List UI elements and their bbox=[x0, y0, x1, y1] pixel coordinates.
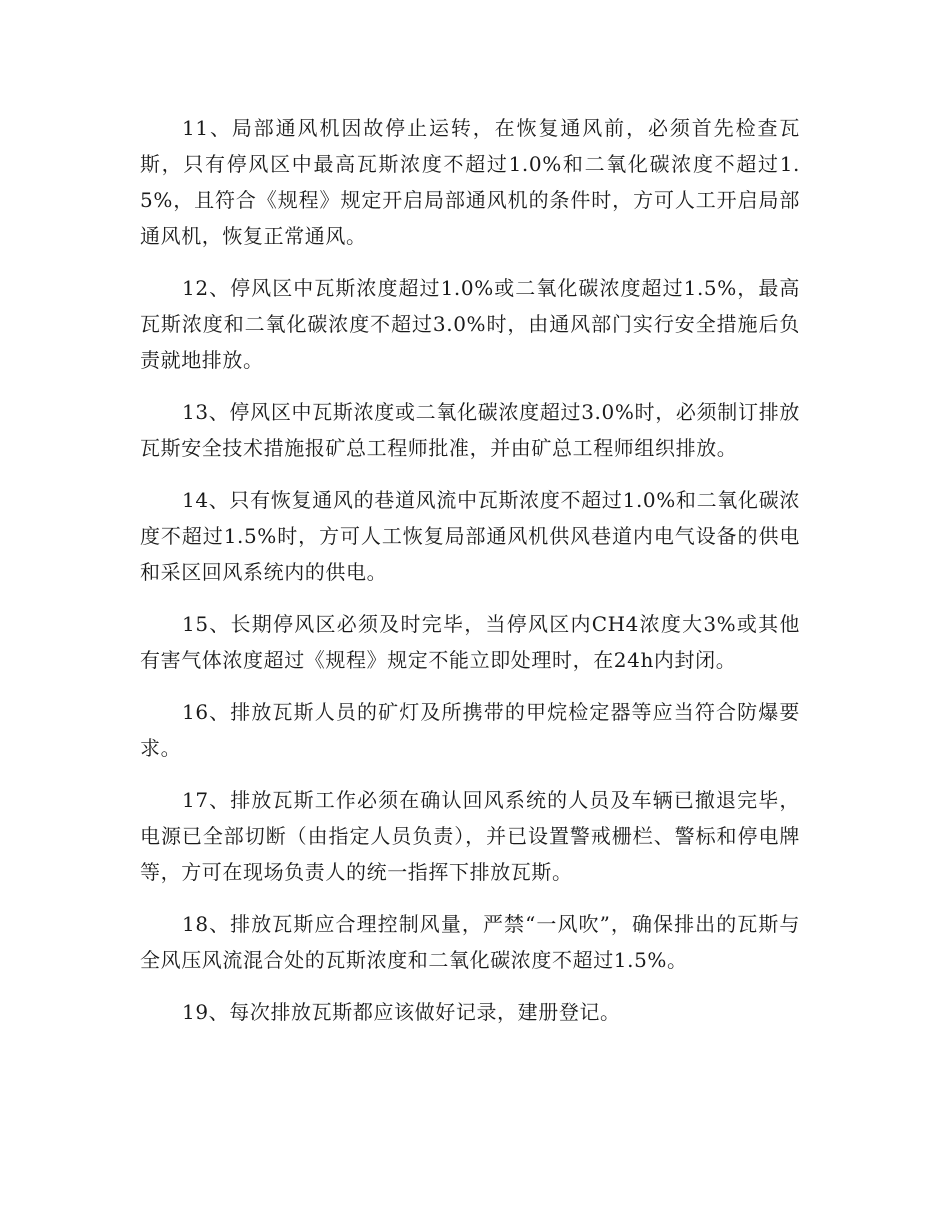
paragraph-17: 17、排放瓦斯工作必须在确认回风系统的人员及车辆已撤退完毕，电源已全部切断（由指定人员负责），并已设置警戒栅栏、警标和停电牌等，方可在现场负责人的统一指挥下排放瓦斯。 bbox=[140, 788, 800, 884]
paragraph-16: 16、排放瓦斯人员的矿灯及所携带的甲烷检定器等应当符合防爆要求。 bbox=[140, 700, 800, 760]
paragraph-12: 12、停风区中瓦斯浓度超过1.0%或二氧化碳浓度超过1.5%，最高瓦斯浓度和二氧化碳浓度不超过3.0%时，由通风部门实行安全措施后负责就地排放。 bbox=[140, 276, 800, 372]
paragraph-18: 18、排放瓦斯应合理控制风量，严禁“一风吹”，确保排出的瓦斯与全风压风流混合处的瓦斯浓度和二氧化碳浓度不超过1.5%。 bbox=[140, 912, 800, 972]
paragraph-14: 14、只有恢复通风的巷道风流中瓦斯浓度不超过1.0%和二氧化碳浓度不超过1.5%时，方可人工恢复局部通风机供风巷道内电气设备的供电和采区回风系统内的供电。 bbox=[140, 488, 800, 584]
paragraph-15: 15、长期停风区必须及时完毕，当停风区内CH4浓度大3%或其他有害气体浓度超过《规程》规定不能立即处理时，在24h内封闭。 bbox=[140, 612, 800, 672]
paragraph-19: 19、每次排放瓦斯都应该做好记录，建册登记。 bbox=[182, 1000, 621, 1024]
document-body bbox=[140, 110, 800, 1046]
paragraph-13: 13、停风区中瓦斯浓度或二氧化碳浓度超过3.0%时，必须制订排放瓦斯安全技术措施报矿总工程师批准，并由矿总工程师组织排放。 bbox=[140, 400, 800, 460]
paragraph-11: 11、局部通风机因故停止运转，在恢复通风前，必须首先检查瓦斯，只有停风区中最高瓦斯浓度不超过1.0%和二氧化碳浓度不超过1.5%，且符合《规程》规定开启局部通风机的条件时，方可人工开启局部通风机，恢复正常通风。 bbox=[140, 116, 800, 248]
